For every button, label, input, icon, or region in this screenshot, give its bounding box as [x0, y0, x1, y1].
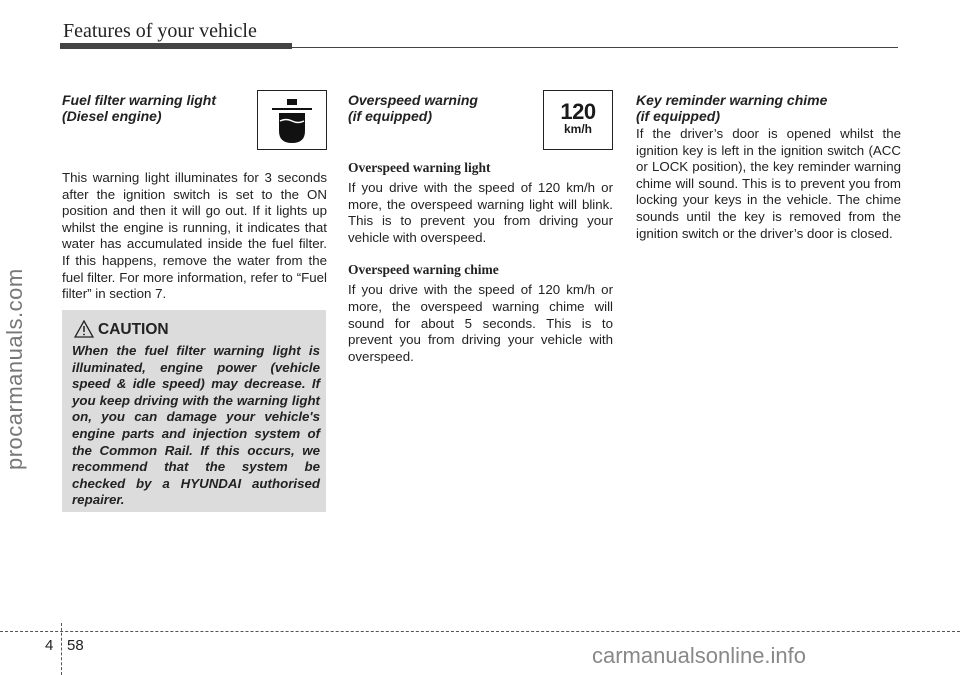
footer-page-number: 58	[67, 637, 84, 654]
caution-title: CAUTION	[98, 321, 169, 338]
footer-dashed-rule	[0, 631, 960, 632]
overspeed-light-body: If you drive with the speed of 120 km/h or more, the overspeed warning light will blink. This is to prevent you from driving your vehicle with overspeed.	[348, 180, 613, 245]
overspeed-warning-icon	[543, 90, 613, 150]
fuel-filter-title	[62, 92, 242, 124]
fuel-filter-title-line1: Fuel filter warning light	[62, 92, 216, 108]
overspeed-chime-heading: Overspeed warning chime	[348, 262, 499, 278]
overspeed-title-line1: Overspeed warning	[348, 92, 478, 108]
key-reminder-title-line2: (if equipped)	[636, 108, 720, 124]
page-header-title: Features of your vehicle	[63, 20, 257, 42]
header-rule-thin	[292, 47, 898, 48]
fuel-filter-water-icon	[258, 91, 326, 149]
header-rule-thick	[60, 43, 292, 49]
key-reminder-title-line1: Key reminder warning chime	[636, 92, 828, 108]
key-reminder-body: If the driver’s door is opened whilst the ignition key is left in the ignition switch (ACC or LOCK position), the key reminder warning chime will sound. This is to prevent you from locking your keys in the vehicle. The chime sounds until the key is removed from the ignition switch or the driver’s door is closed.	[636, 126, 901, 241]
fuel-filter-body: This warning light illuminates for 3 seconds after the ignition switch is set to the ON position and then it will go out. If it lights up whilst the engine is running, it indicates that water has accumulated inside the fuel filter. If this happens, remove the water from the fuel filter. For more information, refer to “Fuel filter” in section 7.	[62, 170, 327, 302]
footer-chapter-number: 4	[45, 637, 54, 654]
overspeed-light-heading: Overspeed warning light	[348, 160, 491, 175]
caution-triangle-icon	[74, 320, 94, 338]
overspeed-chime-body: If you drive with the speed of 120 km/h or more, the overspeed warning chime will sound for about 5 seconds. This is to prevent you from driving your vehicle with overspeed.	[348, 282, 613, 364]
caution-text: When the fuel filter warning light is illuminated, engine power (vehicle speed & idle speed) may decrease. If you keep driving with the warning light on, you can damage your vehicle's engine parts and injection system of the Common Rail. If this occurs, we recommend that the system be checked by a HYUNDAI authorised repairer.	[72, 343, 320, 508]
overspeed-title	[348, 92, 528, 124]
side-watermark: procarmanuals.com	[2, 268, 27, 470]
bottom-watermark: carmanualsonline.info	[592, 643, 807, 668]
fuel-filter-title-line2: (Diesel engine)	[62, 108, 162, 124]
key-reminder-title	[636, 92, 901, 124]
key-reminder-section	[636, 92, 901, 242]
footer-dashed-divider	[61, 623, 62, 675]
overspeed-speed-label: 120	[560, 99, 596, 124]
fuel-filter-warning-icon	[257, 90, 327, 150]
overspeed-unit-label: km/h	[563, 122, 592, 136]
overspeed-title-line2: (if equipped)	[348, 108, 432, 124]
caution-box	[62, 310, 326, 512]
